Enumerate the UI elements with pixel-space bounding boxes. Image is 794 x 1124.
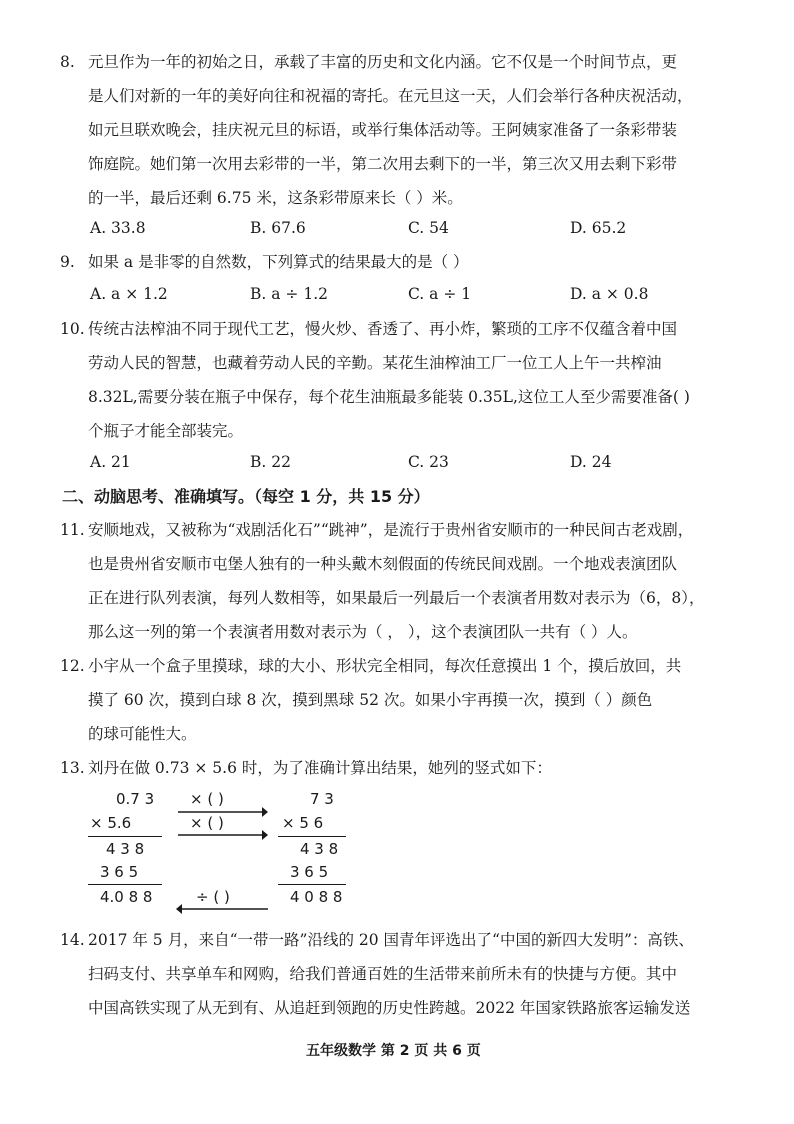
calc-rule [88,884,162,885]
option-b[interactable]: B. 22 [250,453,291,471]
question-number: 11. [60,521,85,539]
multiply-blank-2[interactable]: × ( ) [190,814,224,832]
option-a[interactable]: A. 21 [90,453,131,471]
multiply-blank-1[interactable]: × ( ) [190,790,224,808]
question-text-line: 个瓶子才能全部装完。 [88,422,244,440]
option-d[interactable]: D. a × 0.8 [570,285,649,303]
question-text-line: 的球可能性大。 [88,725,197,743]
divide-blank[interactable]: ÷ ( ) [196,888,230,906]
page-footer: 五年级数学 第 2 页 共 6 页 [306,1043,481,1059]
question-number: 9. [60,253,75,271]
question-text-line: 的一半，最后还剩 6.75 米，这条彩带原来长（ ）米。 [88,189,463,207]
calc-multiplicand: 7 3 [310,790,334,808]
option-b[interactable]: B. 67.6 [250,219,306,237]
option-c[interactable]: C. a ÷ 1 [408,285,472,303]
calc-multiplier: × 5 6 [282,814,324,832]
question-number: 10. [60,320,85,338]
calc-rule [88,836,162,837]
question-number: 12. [60,657,85,675]
question-text-line: 正在进行队列表演，每列人数相等，如果最后一列最后一个表演者用数对表示为（6，8）， [88,589,705,607]
question-text-line: 劳动人民的智慧，也藏着劳动人民的辛勤。某花生油榨油工厂一位工人上午一共榨油 [88,354,662,372]
option-a[interactable]: A. 33.8 [90,219,146,237]
calc-multiplier: × 5.6 [90,814,132,832]
option-d[interactable]: D. 24 [570,453,612,471]
option-b[interactable]: B. a ÷ 1.2 [250,285,328,303]
question-text-line: 也是贵州省安顺市屯堡人独有的一种头戴木刻假面的传统民间戏剧。一个地戏表演团队 [88,555,678,573]
option-c[interactable]: C. 23 [408,453,449,471]
calc-result: 4 0 8 8 [290,888,343,906]
question-text-line: 中国高铁实现了从无到有、从追赶到领跑的历史性跨越。2022 年国家铁路旅客运输发送 [88,999,691,1017]
question-text-line: 2017 年 5 月，来自“一带一路”沿线的 20 国青年评选出了“中国的新四大发明”：高铁、 [88,931,694,949]
calc-partial-product: 4 3 8 [106,840,145,858]
question-text-line: 小宇从一个盒子里摸球，球的大小、形状完全相同，每次任意摸出 1 个，摸后放回，共 [88,657,682,675]
question-number: 13. [60,759,85,777]
question-text-line: 8.32L,需要分装在瓶子中保存，每个花生油瓶最多能装 0.35L,这位工人至少需要准备( ) [88,388,690,406]
option-d[interactable]: D. 65.2 [570,219,627,237]
question-text-line: 如元旦联欢晚会，挂庆祝元旦的标语，或举行集体活动等。王阿姨家准备了一条彩带装 [88,121,678,139]
calc-result: 4.0 8 8 [100,888,153,906]
question-text-line: 如果 a 是非零的自然数，下列算式的结果最大的是（ ） [88,253,469,271]
calc-rule [278,836,346,837]
question-number: 14. [60,931,85,949]
question-text-line: 传统古法榨油不同于现代工艺，慢火炒、香透了、再小炸，繁琐的工序不仅蕴含着中国 [88,320,678,338]
calc-partial-product: 3 6 5 [100,863,139,881]
question-text-line: 是人们对新的一年的美好向往和祝福的寄托。在元旦这一天，人们会举行各种庆祝活动， [88,87,693,105]
question-text-line: 饰庭院。她们第一次用去彩带的一半，第二次用去剩下的一半，第三次又用去剩下彩带 [88,155,678,173]
calc-partial-product: 4 3 8 [300,840,339,858]
calc-multiplicand: 0.7 3 [116,790,155,808]
question-number: 8. [60,53,75,71]
right-arrow-icon [178,829,268,841]
option-a[interactable]: A. a × 1.2 [90,285,168,303]
question-text-line: 刘丹在做 0.73 × 5.6 时，为了准确计算出结果，她列的竖式如下： [88,759,552,777]
question-text-line: 扫码支付、共享单车和网购，给我们普通百姓的生活带来前所未有的快捷与方便。其中 [88,965,678,983]
question-text-line: 那么这一列的第一个表演者用数对表示为（ ， ），这个表演团队一共有（ ）人。 [88,623,638,641]
calc-partial-product: 3 6 5 [290,863,329,881]
question-text-line: 安顺地戏，又被称为“戏剧活化石”“跳神”，是流行于贵州省安顺市的一种民间古老戏剧， [88,521,694,539]
calc-rule [278,884,346,885]
section-heading: 二、动脑思考、准确填写。（每空 1 分，共 15 分） [62,487,430,506]
question-text-line: 元旦作为一年的初始之日，承载了丰富的历史和文化内涵。它不仅是一个时间节点，更 [88,53,678,71]
option-c[interactable]: C. 54 [408,219,449,237]
question-text-line: 摸了 60 次，摸到白球 8 次，摸到黑球 52 次。如果小宇再摸一次，摸到（ ）颜色 [88,691,653,709]
left-arrow-icon [176,903,268,915]
